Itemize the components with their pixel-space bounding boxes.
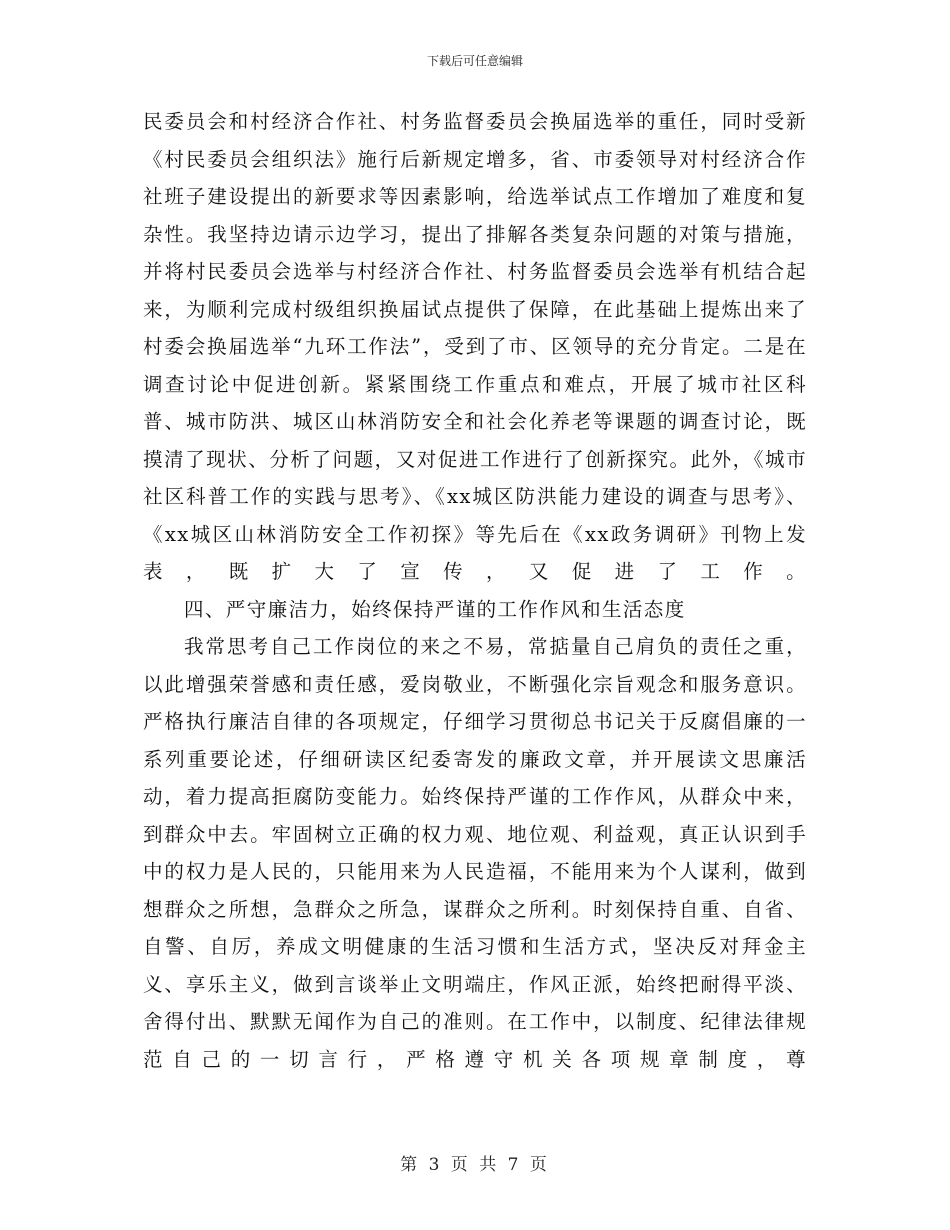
body-paragraph: 我常思考自己工作岗位的来之不易，常掂量自己肩负的责任之重，以此增强荣誉感和责任感，爱岗敬业，不断强化宗旨观念和服务意识。严格执行廉洁自律的各项规定，仔细学习贯彻总书记关于反腐倡廉的一系列重要论述，仔细研读区纪委寄发的廉政文章，并开展读文思廉活动，着力提高拒腐防变能力。始终保持严谨的工作作风，从群众中来，到群众中去。牢固树立正确的权力观、地位观、利益观，真正认识到手中的权力是人民的，只能用来为人民造福，不能用来为个人谋利，做到想群众之所想，急群众之所急，谋群众之所利。时刻保持自重、自省、自警、自厉，养成文明健康的生活习惯和生活方式，坚决反对拜金主义、享乐主义，做到言谈举止文明端庄，作风正派，始终把耐得平淡、舍得付出、默默无闻作为自己的准则。在工作中，以制度、纪律法律规范自己的一切言行，严格遵守机关各项规章制度，尊 — [143, 635, 807, 1071]
document-body — [143, 103, 807, 1078]
section-heading: 四、严守廉洁力，始终保持严谨的工作作风和生活态度 — [184, 597, 686, 621]
body-paragraph-continued: 民委员会和村经济合作社、村务监督委员会换届选举的重任，同时受新《村民委员会组织法》施行后新规定增多，省、市委领导对村经济合作社班子建设提出的新要求等因素影响，给选举试点工作增加了难度和复杂性。我坚持边请示边学习，提出了排解各类复杂问题的对策与措施，并将村民委员会选举与村经济合作社、村务监督委员会选举有机结合起来，为顺利完成村级组织换届试点提供了保障，在此基础上提炼出来了村委会换届选举“九环工作法”，受到了市、区领导的充分肯定。二是在调查讨论中促进创新。紧紧围绕工作重点和难点，开展了城市社区科普、城市防洪、城区山林消防安全和社会化养老等课题的调查讨论，既摸清了现状、分析了问题，又对促进工作进行了创新探究。此外，《城市社区科普工作的实践与思考》、《xx城区防洪能力建设的调查与思考》、《xx城区山林消防安全工作初探》等先后在《xx政务调研》刊物上发表，既扩大了宣传，又促进了工作。 — [143, 110, 807, 583]
page-number: 第 3 页 共 7 页 — [400, 1155, 550, 1175]
page-header: 下载后可任意编辑 — [426, 54, 523, 68]
